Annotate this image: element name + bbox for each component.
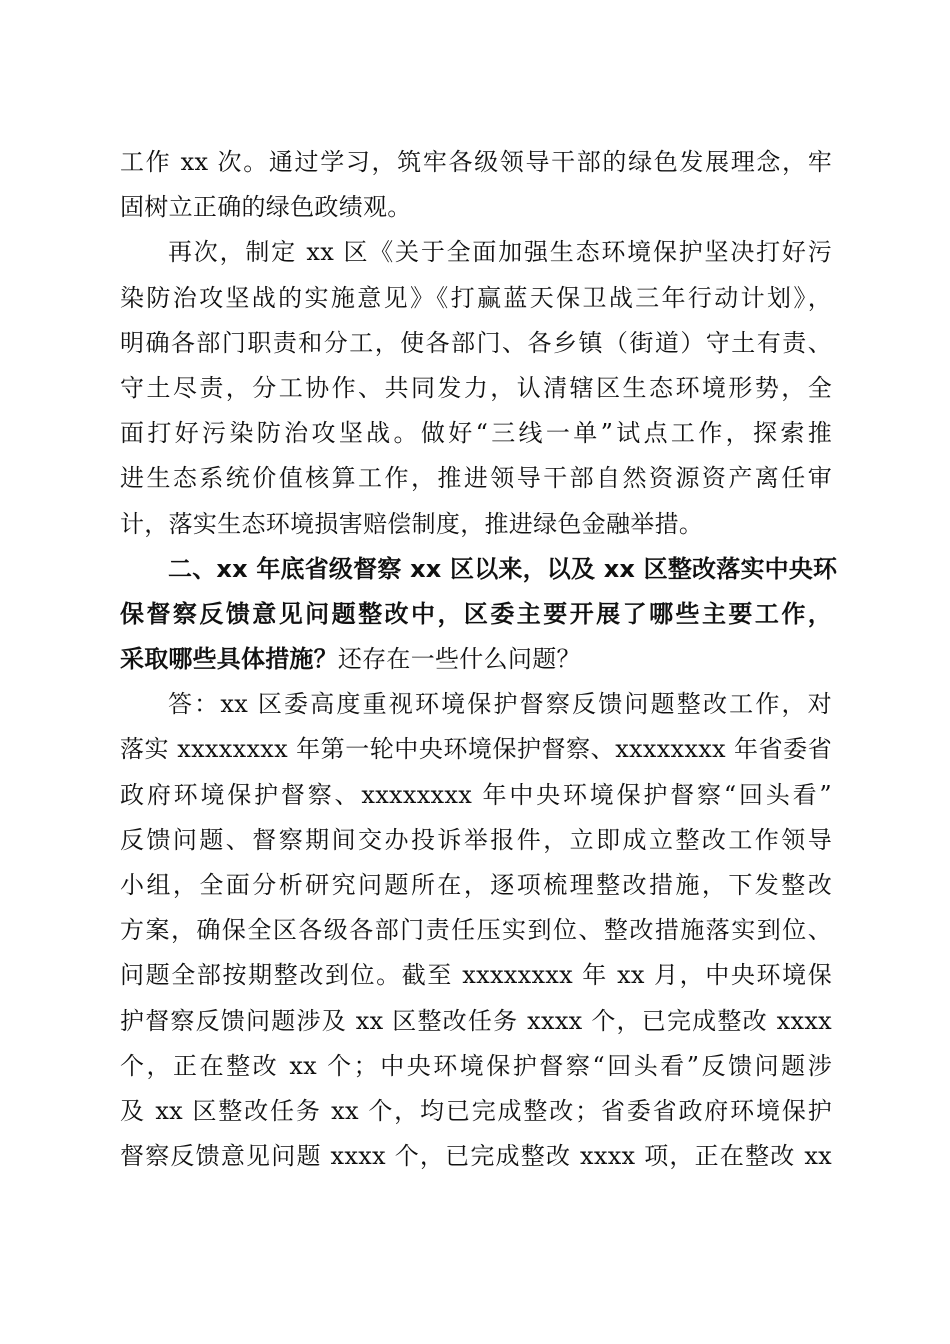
text-line: 督察反馈意见问题 xxxx 个，已完成整改 xxxx 项，正在整改 xx xyxy=(120,1142,832,1171)
text-line: 进生态系统价值核算工作，推进领导干部自然资源资产离任审 xyxy=(120,464,832,493)
text-line: 固树立正确的绿色政绩观。 xyxy=(120,193,412,222)
paragraph-answer xyxy=(120,682,832,1179)
paragraph-continuation xyxy=(120,140,832,230)
text-line: 答：xx 区委高度重视环境保护督察反馈问题整改工作，对 xyxy=(168,690,832,719)
heading-line xyxy=(120,637,832,682)
text-line: 方案，确保全区各级各部门责任压实到位、整改措施落实到位、 xyxy=(120,916,832,945)
heading-normal-text: 还存在一些什么问题？ xyxy=(337,645,581,674)
text-line: 政府环境保护督察、xxxxxxxx 年中央环境保护督察“回头看” xyxy=(120,780,832,809)
text-line: 反馈问题、督察期间交办投诉举报件，立即成立整改工作领导 xyxy=(120,825,832,854)
text-line: 计，落实生态环境损害赔偿制度，推进绿色金融举措。 xyxy=(120,509,704,538)
text-line: 及 xx 区整改任务 xx 个，均已完成整改；省委省政府环境保护 xyxy=(120,1096,832,1125)
text-line: 明确各部门职责和分工，使各部门、各乡镇（街道）守土有责、 xyxy=(120,328,832,357)
heading-bold-text: 采取哪些具体措施？ xyxy=(120,645,338,674)
text-line: 问题全部按期整改到位。截至 xxxxxxxx 年 xx 月，中央环境保 xyxy=(120,961,832,990)
text-line: 个，正在整改 xx 个；中央环境保护督察“回头看”反馈问题涉 xyxy=(120,1051,832,1080)
heading-line: 保督察反馈意见问题整改中，区委主要开展了哪些主要工作， xyxy=(120,599,832,628)
text-line: 护督察反馈问题涉及 xx 区整改任务 xxxx 个，已完成整改 xxxx xyxy=(120,1006,832,1035)
text-line: 工作 xx 次。通过学习，筑牢各级领导干部的绿色发展理念，牢 xyxy=(120,148,832,176)
section-heading xyxy=(120,547,838,683)
document-body xyxy=(120,140,838,1179)
text-line: 面打好污染防治攻坚战。做好“三线一单”试点工作，探索推 xyxy=(120,419,832,448)
paragraph-policy xyxy=(120,230,832,546)
text-line: 落实 xxxxxxxx 年第一轮中央环境保护督察、xxxxxxxx 年省委省 xyxy=(120,735,832,764)
text-line: 小组，全面分析研究问题所在，逐项梳理整改措施，下发整改 xyxy=(120,871,832,899)
heading-line: 二、xx 年底省级督察 xx 区以来，以及 xx 区整改落实中央环 xyxy=(168,554,838,583)
text-line: 守土尽责，分工协作、共同发力，认清辖区生态环境形势，全 xyxy=(120,373,832,402)
text-line: 染防治攻坚战的实施意见》《打赢蓝天保卫战三年行动计划》， xyxy=(120,283,832,312)
text-line: 再次，制定 xx 区《关于全面加强生态环境保护坚决打好污 xyxy=(168,238,832,267)
